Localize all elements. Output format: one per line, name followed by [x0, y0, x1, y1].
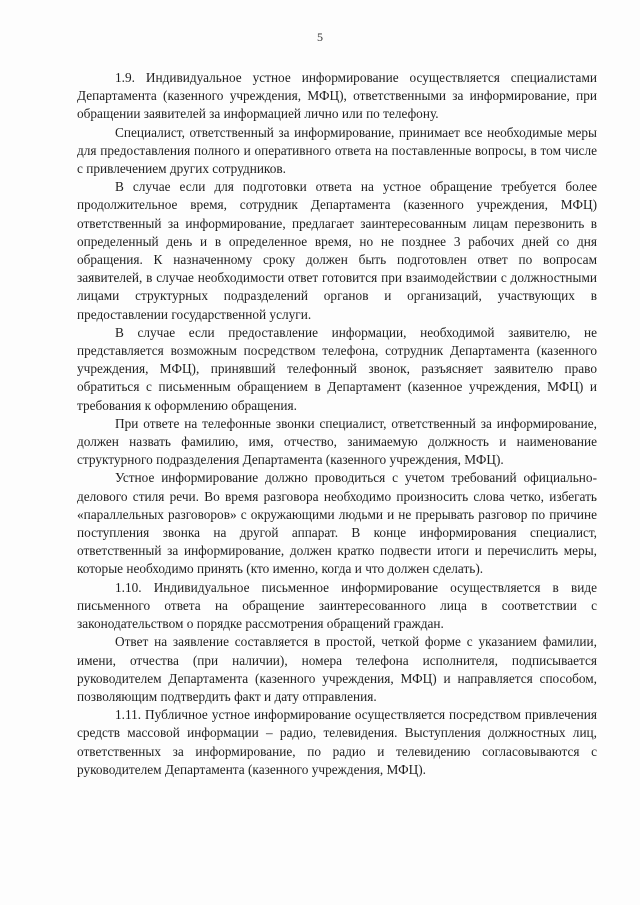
page-number: 5 — [317, 30, 323, 44]
paragraph-callback: В случае если для подготовки ответа на устное обращение требуется более продолжительное время, сотрудник Департамента (казенного учреждения, МФЦ) ответственный за информирование, предлагает заинтересованным лицам перезвонить в определенный день и в определенное время, но не позднее 3 рабочих дней со дня обращения. К назначенному сроку должен быть подготовлен ответ по вопросам заявителей, в случае необходимости ответ готовится при взаимодействии с должностными лицами структурных подразделений органов и организаций, участвующих в предоставлении государственной услуги. — [77, 179, 597, 322]
paragraph-written-request: В случае если предоставление информации, необходимой заявителю, не представляется возможным посредством телефона, сотрудник Департамента (казенного учреждения, МФЦ), принявший телефонный звонок, разъясняет заявителю право обратиться с письменным обращением в Департамент (казенное учреждения, МФЦ) и требования к оформлению обращения. — [77, 324, 597, 413]
paragraph-1-11: 1.11. Публичное устное информирование осуществляется посредством привлечения средств массовой информации – радио, телевидения. Выступления должностных лиц, ответственных за информирование, по радио и телевидению согласовываются с руководителем Департамента (казенного учреждения, МФЦ). — [77, 707, 597, 777]
paragraph-speech-style: Устное информирование должно проводиться с учетом требований официально-делового стиля речи. Во время разговора необходимо произносить слова четко, избегать «параллельных разговоров» с окружающими людьми и не прерывать разговор по причине поступления звонка на другой аппарат. В конце информирования специалист, ответственный за информирование, должен кратко подвести итоги и перечислить меры, которые необходимо принять (кто именно, когда и что должен сделать). — [77, 470, 597, 577]
paragraph-phone-answer: При ответе на телефонные звонки специалист, ответственный за информирование, должен назвать фамилию, имя, отчество, занимаемую должность и наименование структурного подразделения Департамента (казенного учреждения, МФЦ). — [77, 415, 597, 468]
document-body — [77, 69, 597, 779]
paragraph-specialist-measures: Специалист, ответственный за информирование, принимает все необходимые меры для предоставления полного и оперативного ответа на поставленные вопросы, в том числе с привлечением других сотрудников. — [77, 124, 597, 177]
paragraph-1-9: 1.9. Индивидуальное устное информирование осуществляется специалистами Департамента (казенного учреждения, МФЦ), ответственными за информирование, при обращении заявителей за информацией лично или по телефону. — [77, 70, 597, 122]
paragraph-1-10: 1.10. Индивидуальное письменное информирование осуществляется в виде письменного ответа на обращение заинтересованного лица в соответствии с законодательством о порядке рассмотрения обращений граждан. — [77, 579, 597, 632]
paragraph-reply-form: Ответ на заявление составляется в простой, четкой форме с указанием фамилии, имени, отчества (при наличии), номера телефона исполнителя, подписывается руководителем Департамента (казенного учреждения, МФЦ) и направляется способом, позволяющим подтвердить факт и дату отправления. — [77, 634, 597, 704]
